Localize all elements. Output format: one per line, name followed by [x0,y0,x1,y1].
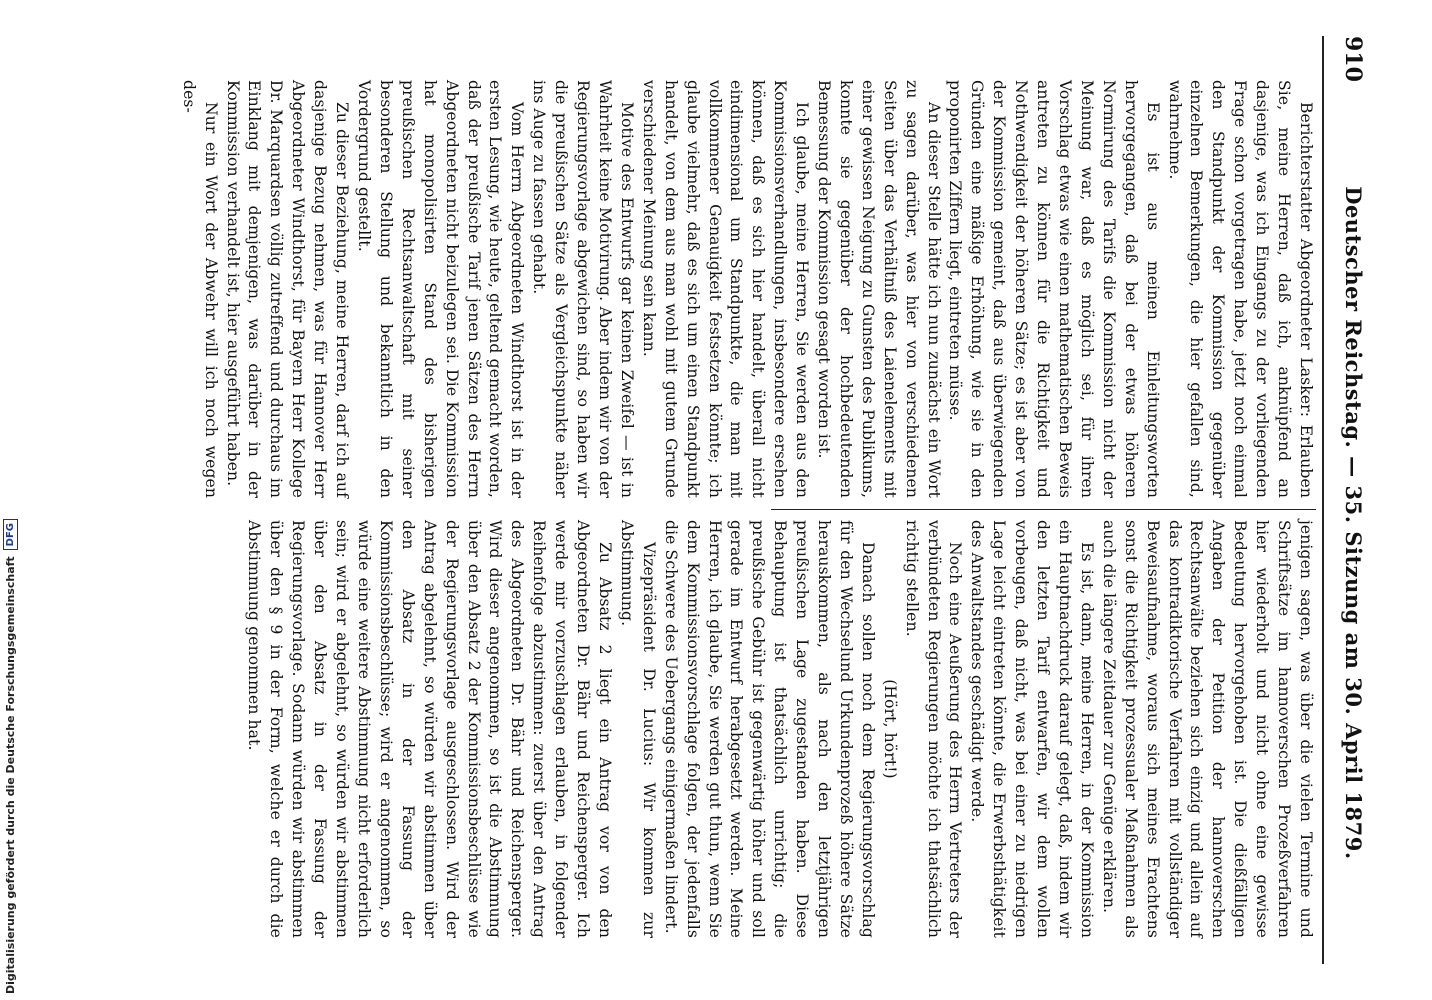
paragraph: Zu Absatz 2 liegt ein Antrag vor von den Abgeordneten Dr. Bähr und Reichensperger. Ich werde mir vorzuschlagen erlauben, in folgender Reihenfolge abzustimmen: zuerst über den Antrag des Abgeordneten Dr. Bähr und Reichensperger. Wird dieser angenommen, so ist die Abstimmung über den Absatz 2 der Kommissionsbeschlüsse wie der Regierungsvorlage ausgeschlossen. Wird der Antrag abgelehnt, so würden wir abstimmen über den Absatz in der Fassung der Kommissionsbeschlüsse; wird er angenommen, so würde eine weitere Abstimmung nicht erforderlich sein; wird er abgelehnt, so würden wir abstimmen über den Absatz in der Fassung der Regierungsvorlage. Sodann würden wir abstimmen über den § 9 in der Form, welche er durch die Abstimmung genommen hat. [245,520,614,938]
paragraph: Es ist aus meinen Einleitungsworten hervorgegangen, daß bei der etwas höheren Normirung des Tarifs die Kommission nicht der Meinung war, daß es möglich sei, für ihren Vorschlag etwas wie einen mathematischen Beweis antreten zu können für die Richtigkeit und Nothwendigkeit der höheren Sätze; es ist aber von der Kommission gemeint, daß aus überwiegenden Gründen eine mäßige Erhöhung, wie sie in den proponirten Ziffern liegt, eintreten müsse. [946,80,1162,498]
paragraph: Zu dieser Beziehung, meine Herren, darf ich auf dasjenige Bezug nehmen, was für Hannover Herr Abgeordneter Windthorst, für Bayern Herr Kollege Dr. Marquardsen völlig zutreffend und durchaus im Einklang mit demjenigen, was darüber in der Kommission verhandelt ist, hier ausgeführt haben. [223,80,352,498]
interjection: (Hört, hört!) [880,679,899,779]
paragraph: Noch eine Aeußerung des Herrn Vertreters der verbündeten Regierungen möchte ich thatsächlich richtig stellen. [902,520,965,938]
paragraph: Vom Herrn Abgeordneten Windthorst ist in der ersten Lesung, wie heute, geltend gemacht worden, daß der preußische Tarif jenen Sätzen des Herrn Abgeordneten nicht beizulegen sei. Die Kommission hat monopolisirten Stand des bisherigen preußischen Rechtsanwaltschaft mit seiner besonderen Stellung und bekanntlich in den Vordergrund gestellt. [355,80,527,498]
column-divider [771,509,1316,510]
dfg-logo: DFG [3,519,18,550]
paragraph: jenigen sagen, was über die vielen Termine und Schriftsätze im hannoverschen Prozeßverfahren hier wiederholt und nicht ohne eine gewisse Bedeutung hervorgehoben ist. Die dießfälligen Angaben der Petition der hannoverschen Rechtsanwälte beziehen sich einzig und allein auf das kontradiktorische Verfahren mit vollständiger Beweisaufnahme, woraus sich meines Erachtens sonst die Richtigkeit prozessualer Maßnahmen als auch die längere Zeitdauer zur Genüge erklären. [1099,520,1315,938]
left-column [177,80,1316,498]
paragraph: Berichterstatter Abgeordneter Lasker: Erlauben Sie, meine Herren, daß ich, anknüpfend an dasjenige, was ich Eingangs zu der vorliegenden Frage schon vorgetragen habe, jetzt noch einmal den Standpunkt der Kommission gegenüber einzelnen Bemerkungen, die hier gefallen sind, wahrnehme. [1165,80,1315,498]
paragraph: Vizepräsident Dr. Lucius: Wir kommen zur Abstimmung. [617,520,658,938]
header-rule [1322,36,1324,964]
paragraph: Ich glaube, meine Herren, Sie werden aus den Kommissionsverhandlungen, insbesondere ersehen können, daß es sich hier handelt, überall nicht eindimensional um Standpunkte, die man mit vollkommener Genauigkeit festsetzen könnte; ich glaube vielmehr, daß es sich um einen Standpunkt handelt, von dem aus man wohl mit gutem Grunde verschiedener Meinung sein kann. [639,80,812,498]
page-number: 910 [1340,36,1366,82]
paragraph: Danach sollen noch dem Regierungsvorschlag für den Wechselund Urkundenprozeß höhere Sätze herauskommen, als nach den letztjährigen preußischen Lage zugestanden haben. Diese Behauptung ist thatsächlich unrichtig; die preußische Gebühr ist gegenwärtig höher und soll gerade im Entwurf herabgesetzt werden. Meine Herren, ich glaube, Sie werden gut thun, wenn Sie dem Kommissionsvorschlage folgen, der jedenfalls die Schwere des Uebergangs einigermaßen lindert. [661,520,877,938]
page-header [1326,36,1366,964]
right-column [243,520,1316,938]
paragraph: An dieser Stelle hätte ich nun zunächst ein Wort zu sagen darüber, was hier von verschiedenen Seiten über das Verhältniß des Laienelements mit einer gewissen Neigung zu Gunsten des Publikums, konnte sie gegenüber der hochbedeutenden Bemessung der Kommission gesagt worden ist. [815,80,943,498]
running-title: Deutscher Reichstag. — 35. Sitzung am 30. April 1879. [1341,186,1366,860]
paragraph: Motive des Entwurfs gar keinen Zweifel — ist in Wahrheit keine Motivirung. Aber indem wir von der Regierungsvorlage abgewichen sind, so haben wir die preußischen Sätze als Vergleichspunkte näher ins Auge zu fassen gehabt. [530,80,636,498]
paragraph: Nur ein Wort der Abwehr will ich noch wegen des- [179,80,220,498]
paragraph: Es ist, dann, meine Herren, in der Kommission ein Hauptnachdruck darauf gelegt, daß, indem wir den letzten Tarif entwarfen, wir dem wollen vorbeugen, daß nicht, was bei einer zu niedrigen Lage leicht eintreten könnte, die Erwerbsthätigkeit des Anwaltstandes geschädigt werde. [968,520,1096,938]
credit-text: Digitalisierung gefördert durch die Deutsche Forschungsgemeinschaft [4,556,17,994]
